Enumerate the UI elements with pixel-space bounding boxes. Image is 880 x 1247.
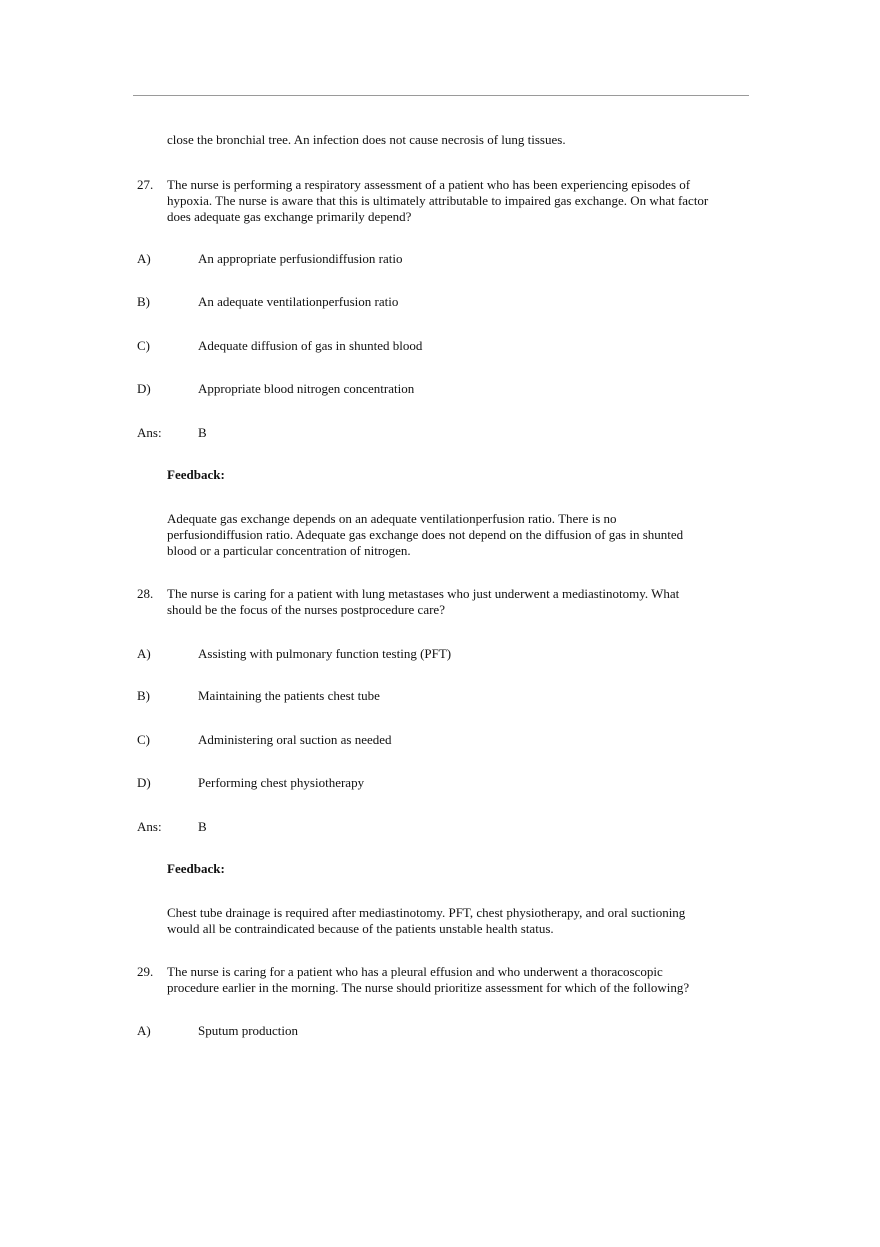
feedback-line: blood or a particular concentration of nitrogen. [167,543,411,558]
question-number: 28. [137,586,154,601]
answer-label: Ans: [137,425,162,440]
option-text: An appropriate perfusiondiffusion ratio [198,251,403,266]
question-stem [167,586,752,618]
answer-label: Ans: [137,819,162,834]
feedback-line: would all be contraindicated because of the patients unstable health status. [167,921,554,936]
feedback-line: Chest tube drainage is required after mediastinotomy. PFT, chest physiotherapy, and oral suctioning [167,905,686,920]
feedback-line: Adequate gas exchange depends on an adequate ventilationperfusion ratio. There is no [167,511,617,526]
question-stem [167,964,752,996]
option-text: An adequate ventilationperfusion ratio [198,294,399,309]
question-number: 27. [137,177,154,192]
option-letter: D) [137,381,151,396]
feedback-label: Feedback: [167,861,225,876]
option-text: Adequate diffusion of gas in shunted blood [198,338,423,353]
option-text: Administering oral suction as needed [198,732,392,747]
stem-line: procedure earlier in the morning. The nurse should prioritize assessment for which of the following? [167,980,690,995]
question-number: 29. [137,964,154,979]
option-letter: C) [137,338,150,353]
option-text: Performing chest physiotherapy [198,775,365,790]
stem-line: should be the focus of the nurses postprocedure care? [167,602,445,617]
option-text: Maintaining the patients chest tube [198,688,380,703]
option-letter: D) [137,775,151,790]
option-letter: B) [137,294,150,309]
feedback-label: Feedback: [167,467,225,482]
answer-value: B [198,819,207,834]
option-letter: A) [137,251,151,266]
stem-line: hypoxia. The nurse is aware that this is ultimately attributable to impaired gas exchange. On what factor [167,193,709,208]
stem-line: The nurse is caring for a patient with lung metastases who just underwent a mediastinotomy. What [167,586,680,601]
question-stem [167,177,752,225]
option-letter: A) [137,646,151,661]
option-text: Appropriate blood nitrogen concentration [198,381,415,396]
answer-value: B [198,425,207,440]
option-letter: C) [137,732,150,747]
stem-line: The nurse is performing a respiratory assessment of a patient who has been experiencing episodes of [167,177,691,192]
continuation-text: close the bronchial tree. An infection does not cause necrosis of lung tissues. [167,132,566,147]
header-rule [133,95,749,96]
stem-line: The nurse is caring for a patient who has a pleural effusion and who underwent a thoracoscopic [167,964,663,979]
option-text: Assisting with pulmonary function testing (PFT) [198,646,452,661]
option-letter: A) [137,1023,151,1038]
option-text: Sputum production [198,1023,299,1038]
option-letter: B) [137,688,150,703]
feedback-text [167,905,752,937]
feedback-line: perfusiondiffusion ratio. Adequate gas exchange does not depend on the diffusion of gas in shunted [167,527,684,542]
stem-line: does adequate gas exchange primarily depend? [167,209,412,224]
feedback-text [167,511,752,559]
